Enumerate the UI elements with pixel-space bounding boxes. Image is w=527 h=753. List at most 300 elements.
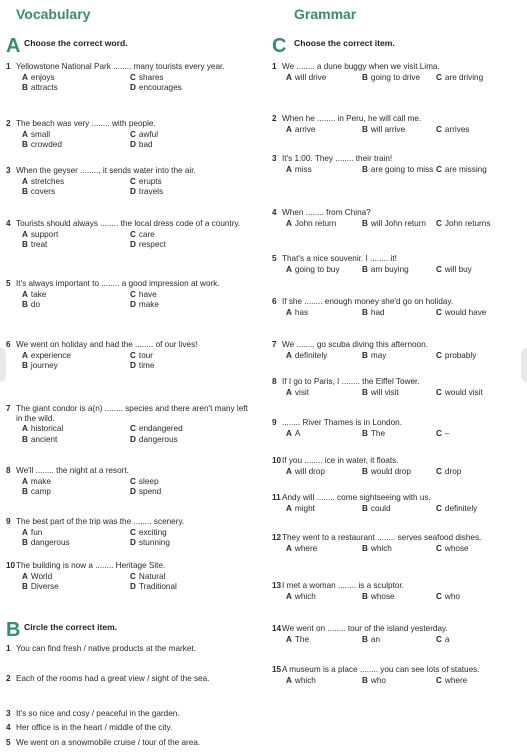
option-letter: B (22, 83, 28, 93)
answer-option-c[interactable] (436, 125, 516, 135)
option-text: treat (30, 240, 48, 250)
question-number: 5 (272, 254, 277, 263)
answer-option-c[interactable] (130, 73, 238, 83)
option-text: endangered (138, 424, 183, 434)
answer-option-a[interactable] (286, 467, 362, 477)
question-text: If I go to Paris, I ........ the Eiffel Tower. (282, 377, 420, 386)
question-number: 8 (6, 466, 11, 475)
question-text: Each of the rooms had a great view / sight of the sea. (16, 674, 210, 683)
answer-option-b[interactable] (362, 544, 436, 554)
option-text: do (30, 300, 41, 310)
option-letter: D (130, 361, 136, 371)
option-text: could (370, 503, 391, 513)
option-text: arrives (444, 124, 470, 134)
option-text: The (294, 634, 310, 644)
option-letter: C (436, 387, 442, 397)
answer-options (286, 388, 520, 398)
option-letter: B (362, 634, 368, 644)
option-letter: D (130, 140, 136, 150)
answer-option-b[interactable] (362, 125, 436, 135)
question-text: Tourists should always ........ the local dress code of a country. (16, 219, 241, 228)
option-text: a (444, 634, 450, 644)
answer-option-b[interactable] (362, 219, 436, 229)
grammar-title: Grammar (294, 6, 357, 22)
option-letter: B (362, 124, 368, 134)
answer-option-a[interactable] (286, 592, 362, 602)
answer-option-a[interactable] (22, 528, 130, 538)
option-text: exciting (138, 527, 167, 537)
option-letter: A (286, 466, 292, 476)
answer-option-a[interactable] (22, 230, 130, 240)
option-letter: C (436, 218, 442, 228)
answer-option-d[interactable] (130, 582, 238, 592)
answer-option-a[interactable] (286, 635, 362, 645)
vocab_a-question-6 (6, 340, 256, 371)
answer-option-a[interactable] (22, 130, 130, 140)
answer-option-c[interactable] (130, 424, 238, 434)
vocabulary-title: Vocabulary (16, 6, 91, 22)
answer-options (22, 177, 256, 197)
question-number: 1 (6, 644, 11, 653)
question-text: The beach was very ........ with people. (16, 119, 156, 128)
option-letter: D (130, 240, 136, 250)
answer-option-b[interactable] (362, 504, 436, 514)
answer-option-c[interactable] (130, 177, 238, 187)
answer-options (22, 290, 256, 310)
question-number: 4 (6, 219, 11, 228)
question-text: We went on holiday and had the ........ of our lives! (16, 340, 198, 349)
option-text: will visit (370, 387, 399, 397)
question-number: 6 (272, 297, 277, 306)
answer-option-a[interactable] (286, 429, 362, 439)
option-text: ancient (30, 435, 58, 445)
option-letter: B (22, 435, 28, 445)
option-letter: B (362, 387, 368, 397)
option-letter: A (286, 675, 292, 685)
question-text: When he ........ in Peru, he will call me. (282, 114, 422, 123)
option-text: will arrive (370, 124, 406, 134)
answer-option-c[interactable] (436, 592, 516, 602)
answer-option-a[interactable] (22, 351, 130, 361)
option-letter: B (362, 543, 368, 553)
option-letter: A (286, 164, 292, 174)
option-letter: B (362, 350, 368, 360)
answer-option-d[interactable] (130, 187, 238, 197)
question-number: 6 (6, 340, 11, 349)
option-text: will John return (370, 218, 426, 228)
answer-option-a[interactable] (22, 572, 130, 582)
answer-options (286, 125, 520, 135)
option-text: which (370, 543, 392, 553)
option-letter: A (286, 124, 292, 134)
section-a-instruction: Choose the correct word. (24, 38, 128, 48)
question-number: 7 (272, 340, 277, 349)
question-number: 13 (272, 581, 282, 590)
vocab_b-question-2 (6, 674, 256, 684)
option-text: – (444, 428, 450, 438)
option-text: has (294, 307, 309, 317)
answer-option-a[interactable] (22, 73, 130, 83)
option-letter: C (130, 476, 136, 486)
answer-option-b[interactable] (362, 467, 436, 477)
answer-option-d[interactable] (130, 538, 238, 548)
answer-option-b[interactable] (22, 140, 130, 150)
answer-options (22, 230, 256, 250)
answer-option-c[interactable] (436, 308, 516, 318)
grammar-question-4 (272, 208, 520, 228)
answer-option-d[interactable] (130, 240, 238, 250)
option-text: might (294, 503, 315, 513)
option-text: covers (30, 187, 56, 197)
answer-option-b[interactable] (362, 308, 436, 318)
question-text: If she ........ enough money she'd go on holiday. (282, 297, 454, 306)
section-a-letter: A (6, 35, 21, 57)
option-text: probably (444, 350, 477, 360)
option-letter: C (130, 229, 136, 239)
question-number: 12 (272, 533, 282, 542)
question-number: 10 (6, 561, 16, 570)
option-text: John returns (444, 218, 491, 228)
answer-option-c[interactable] (436, 504, 516, 514)
answer-option-c[interactable] (436, 265, 516, 275)
question-number: 14 (272, 624, 282, 633)
option-text: are driving (444, 72, 484, 82)
option-letter: A (22, 571, 28, 581)
question-text: Yellowstone National Park ........ many tourists every year. (16, 62, 225, 71)
grammar-question-3 (272, 154, 520, 174)
option-letter: D (130, 538, 136, 548)
answer-option-a[interactable] (286, 308, 362, 318)
answer-option-a[interactable] (286, 351, 362, 361)
page-scroll-handle-right[interactable] (521, 348, 527, 382)
option-text: visit (294, 387, 310, 397)
answer-option-a[interactable] (286, 165, 362, 175)
answer-option-d[interactable] (130, 487, 238, 497)
question-number: 3 (272, 154, 277, 163)
answer-options (286, 351, 520, 361)
option-letter: A (286, 350, 292, 360)
option-letter: A (22, 289, 28, 299)
answer-options (286, 73, 520, 83)
question-text: Her office is in the heart / middle of the city. (16, 723, 173, 732)
option-text: would have (444, 307, 487, 317)
option-text: time (138, 361, 155, 371)
option-letter: C (436, 264, 442, 274)
option-text: support (30, 229, 59, 239)
answer-option-c[interactable] (436, 467, 516, 477)
option-text: had (370, 307, 385, 317)
option-letter: C (436, 543, 442, 553)
option-text: will buy (444, 264, 472, 274)
grammar-question-11 (272, 493, 520, 513)
option-letter: C (130, 527, 136, 537)
answer-options (286, 676, 520, 686)
answer-option-b[interactable] (22, 487, 130, 497)
option-letter: C (130, 129, 136, 139)
question-text: We ........ a dune buggy when we visit Lima. (282, 62, 440, 71)
option-letter: B (22, 361, 28, 371)
question-number: 11 (272, 493, 281, 502)
vocab_a-question-5 (6, 279, 256, 310)
answer-option-d[interactable] (130, 140, 238, 150)
option-text: would drop (370, 466, 411, 476)
option-text: take (30, 289, 47, 299)
answer-option-b[interactable] (22, 300, 130, 310)
answer-options (286, 592, 520, 602)
option-letter: B (362, 307, 368, 317)
grammar-question-15 (272, 665, 520, 685)
question-number: 4 (6, 723, 11, 732)
option-text: dangerous (138, 435, 178, 445)
section-b-instruction: Circle the correct item. (24, 622, 118, 632)
question-number: 7 (6, 404, 11, 413)
answer-option-b[interactable] (362, 265, 436, 275)
answer-option-b[interactable] (362, 676, 436, 686)
answer-option-c[interactable] (436, 73, 516, 83)
option-letter: A (22, 176, 28, 186)
question-number: 4 (272, 208, 277, 217)
question-number: 8 (272, 377, 277, 386)
option-letter: A (286, 503, 292, 513)
grammar-question-9 (272, 418, 520, 438)
answer-option-a[interactable] (286, 388, 362, 398)
grammar-question-13 (272, 581, 520, 601)
answer-option-c[interactable] (436, 388, 516, 398)
option-letter: C (436, 164, 442, 174)
grammar-question-10 (272, 456, 520, 476)
option-text: arrive (294, 124, 316, 134)
vocab_a-question-1 (6, 62, 256, 93)
section-c-instruction: Choose the correct item. (294, 38, 395, 48)
question-number: 3 (6, 709, 11, 718)
vocab_b-question-5 (6, 738, 256, 748)
option-letter: C (436, 591, 442, 601)
option-text: historical (30, 424, 64, 434)
vocab_a-question-8 (6, 466, 256, 497)
option-text: encourages (138, 83, 182, 93)
answer-option-b[interactable] (22, 240, 130, 250)
vocab_a-question-3 (6, 166, 256, 197)
question-number: 5 (6, 738, 11, 747)
vocab_a-question-10 (6, 561, 256, 592)
answer-option-a[interactable] (286, 125, 362, 135)
option-text: erupts (138, 176, 162, 186)
answer-option-c[interactable] (436, 544, 516, 554)
option-letter: A (22, 527, 28, 537)
question-text: That's a nice souvenir. I ........ it! (282, 254, 397, 263)
question-text: The best part of the trip was the ........ scenery. (16, 517, 185, 526)
option-letter: C (130, 289, 136, 299)
answer-options (22, 351, 256, 371)
option-letter: A (286, 591, 292, 601)
answer-options (286, 265, 520, 275)
answer-options (286, 467, 520, 477)
option-letter: C (436, 124, 442, 134)
grammar-question-7 (272, 340, 520, 360)
option-text: will drop (294, 466, 325, 476)
option-letter: B (22, 538, 28, 548)
option-letter: D (130, 435, 136, 445)
option-text: fun (30, 527, 43, 537)
option-letter: A (22, 476, 28, 486)
option-letter: C (130, 176, 136, 186)
answer-option-c[interactable] (436, 219, 516, 229)
answer-option-b[interactable] (362, 635, 436, 645)
answer-option-b[interactable] (362, 429, 436, 439)
answer-option-c[interactable] (436, 351, 516, 361)
option-letter: D (130, 83, 136, 93)
option-letter: B (362, 264, 368, 274)
answer-option-c[interactable] (130, 572, 238, 582)
answer-option-d[interactable] (130, 300, 238, 310)
answer-option-b[interactable] (22, 83, 130, 93)
question-text: We went on a snowmobile cruise / tour of the area. (16, 738, 201, 747)
answer-option-b[interactable] (362, 73, 436, 83)
answer-option-c[interactable] (130, 477, 238, 487)
question-text: ........ River Thames is in London. (282, 418, 402, 427)
question-text: I met a woman ........ is a sculptor. (282, 581, 404, 590)
answer-option-a[interactable] (22, 290, 130, 300)
vocab_b-question-4 (6, 723, 256, 733)
answer-options (22, 528, 256, 548)
answer-options (286, 219, 520, 229)
answer-options (286, 429, 520, 439)
answer-option-b[interactable] (22, 538, 130, 548)
answer-option-b[interactable] (22, 187, 130, 197)
question-number: 2 (6, 119, 11, 128)
option-text: going to buy (294, 264, 340, 274)
answer-option-c[interactable] (436, 165, 516, 175)
answer-option-b[interactable] (22, 582, 130, 592)
option-text: crowded (30, 140, 62, 150)
answer-option-d[interactable] (130, 83, 238, 93)
option-letter: B (362, 428, 368, 438)
option-letter: C (436, 503, 442, 513)
option-letter: B (22, 240, 28, 250)
question-text: The building is now a ........ Heritage Site. (16, 561, 166, 570)
answer-option-a[interactable] (286, 265, 362, 275)
answer-option-c[interactable] (436, 676, 516, 686)
answer-option-c[interactable] (436, 429, 516, 439)
answer-option-b[interactable] (362, 165, 436, 175)
answer-options (286, 504, 520, 514)
answer-option-a[interactable] (286, 544, 362, 554)
answer-option-c[interactable] (436, 635, 516, 645)
grammar-question-12 (272, 533, 520, 553)
option-text: going to drive (370, 72, 421, 82)
option-letter: B (362, 466, 368, 476)
answer-option-c[interactable] (130, 230, 238, 240)
option-text: definitely (294, 350, 328, 360)
option-text: A (294, 428, 301, 438)
answer-options (286, 165, 520, 175)
answer-option-c[interactable] (130, 130, 238, 140)
option-text: Diverse (30, 582, 59, 592)
option-text: Traditional (138, 582, 177, 592)
option-letter: B (22, 582, 28, 592)
question-number: 9 (6, 517, 11, 526)
answer-option-c[interactable] (130, 351, 238, 361)
option-letter: A (286, 634, 292, 644)
option-letter: C (436, 634, 442, 644)
question-number: 3 (6, 166, 11, 175)
answer-option-c[interactable] (130, 528, 238, 538)
option-text: which (294, 591, 316, 601)
answer-option-a[interactable] (22, 424, 130, 434)
answer-option-a[interactable] (286, 73, 362, 83)
question-text: We'll ........ the night at a resort. (16, 466, 129, 475)
question-text: It's always important to ........ a good impression at work. (16, 279, 220, 288)
option-text: drop (444, 466, 462, 476)
option-letter: A (286, 387, 292, 397)
option-text: may (370, 350, 387, 360)
vocab_a-question-7 (6, 404, 256, 445)
answer-options (286, 308, 520, 318)
answer-option-b[interactable] (362, 592, 436, 602)
answer-option-b[interactable] (22, 361, 130, 371)
option-text: make (30, 476, 51, 486)
answer-option-a[interactable] (286, 676, 362, 686)
answer-option-b[interactable] (22, 435, 130, 445)
option-text: are missing (444, 164, 487, 174)
answer-options (286, 635, 520, 645)
vocab_a-question-2 (6, 119, 256, 150)
option-letter: A (22, 350, 28, 360)
option-letter: B (362, 675, 368, 685)
option-text: shares (138, 72, 164, 82)
option-letter: A (286, 264, 292, 274)
question-text: It's 1:00. They ........ their train! (282, 154, 393, 163)
option-letter: A (286, 218, 292, 228)
vocab_a-question-4 (6, 219, 256, 250)
option-text: attracts (30, 83, 58, 93)
option-text: stunning (138, 538, 170, 548)
option-text: am buying (370, 264, 409, 274)
answer-option-a[interactable] (286, 219, 362, 229)
option-letter: A (22, 424, 28, 434)
option-text: have (138, 289, 157, 299)
option-text: Natural (138, 571, 166, 581)
answer-option-b[interactable] (362, 351, 436, 361)
question-number: 2 (6, 674, 11, 683)
answer-option-a[interactable] (22, 177, 130, 187)
option-text: enjoys (30, 72, 55, 82)
option-text: an (370, 634, 381, 644)
answer-option-a[interactable] (22, 477, 130, 487)
option-text: where (444, 675, 468, 685)
question-text: Andy will ........ come sightseeing with us. (282, 493, 431, 502)
option-letter: C (436, 307, 442, 317)
question-text: We went on ........ tour of the island yesterday. (282, 624, 448, 633)
answer-option-c[interactable] (130, 290, 238, 300)
option-letter: B (22, 487, 28, 497)
answer-option-d[interactable] (130, 435, 238, 445)
grammar-question-6 (272, 297, 520, 317)
answer-option-a[interactable] (286, 504, 362, 514)
answer-option-d[interactable] (130, 361, 238, 371)
option-text: spend (138, 487, 162, 497)
answer-option-b[interactable] (362, 388, 436, 398)
option-text: whose (444, 543, 469, 553)
question-number: 10 (272, 456, 282, 465)
option-letter: C (436, 675, 442, 685)
answer-options (22, 572, 256, 592)
option-text: World (30, 571, 53, 581)
option-letter: B (362, 164, 368, 174)
question-number: 15 (272, 665, 282, 674)
grammar-question-14 (272, 624, 520, 644)
question-text: A museum is a place ........ you can see lots of statues. (282, 665, 480, 674)
